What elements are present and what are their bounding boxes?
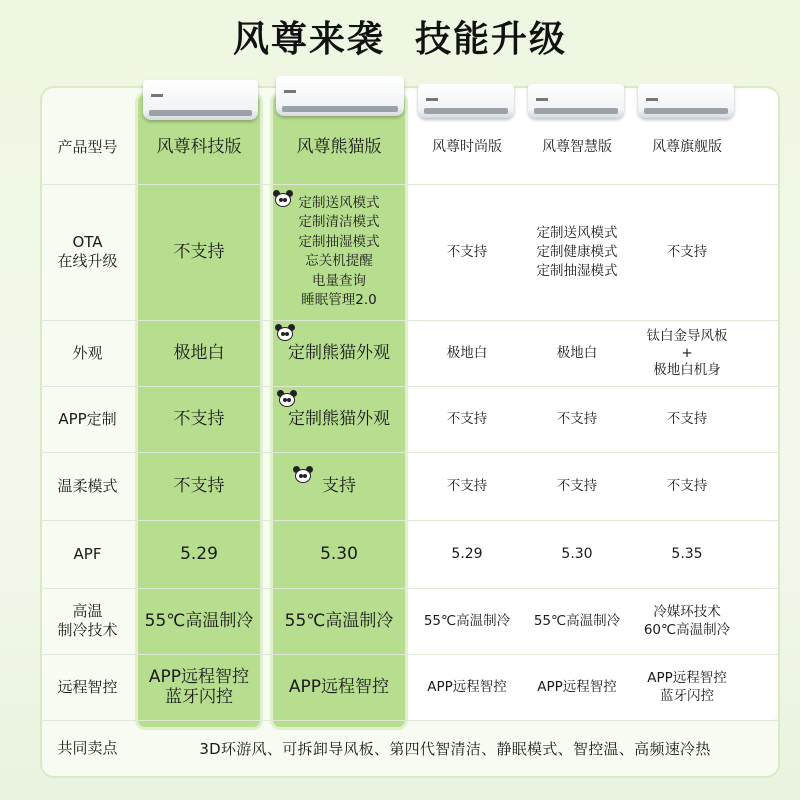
gentle-mode-smart: 不支持 [556,477,598,494]
high-temp-tech: 55℃高温制冷 [144,610,254,631]
product-name-panda: 风尊熊猫版 [296,136,382,157]
ota-panda [270,184,408,320]
row-label-ota [40,184,135,320]
ota-smart [522,184,632,320]
row-label-gentle-mode: 温柔模式 [57,476,118,495]
appearance-panda-text: 定制熊猫外观 [288,342,390,363]
remote-smart: APP远程智控 [537,678,617,695]
ota-panda-item: 定制清洁模式 [298,214,380,230]
ac-unit-image-flagship [638,84,734,118]
row-label-appearance: 外观 [72,343,103,362]
high-temp-flagship-line: 冷媒环技术 [653,604,721,620]
page-title [0,10,800,70]
apf-flagship: 5.35 [671,545,703,562]
row-appearance [0,320,740,386]
row-apf [0,520,740,588]
gentle-mode-panda-text: 支持 [322,475,356,496]
row-label-high-temp [40,588,135,654]
ota-panda-item: 电量查询 [312,272,366,289]
ac-unit-image-panda [276,76,404,116]
panda-icon [272,190,294,208]
ota-panda-item: 睡眠管理2.0 [301,292,377,308]
panda-icon [292,466,314,484]
app-custom-smart: 不支持 [556,410,598,427]
row-high-temp-cooling [0,588,740,654]
gentle-mode-panda [270,452,408,520]
apf-fashion: 5.29 [451,545,483,562]
product-name-flagship: 风尊旗舰版 [652,138,722,155]
high-temp-panda: 55℃高温制冷 [284,610,394,631]
high-temp-flagship-line: 60℃高温制冷 [643,622,731,638]
ota-flagship: 不支持 [666,243,708,260]
high-temp-fashion: 55℃高温制冷 [423,612,511,629]
appearance-flagship-line: + [681,344,693,361]
app-custom-fashion: 不支持 [446,410,488,427]
gentle-mode-tech: 不支持 [173,475,225,496]
ota-fashion: 不支持 [446,243,488,260]
remote-flagship [632,654,742,720]
gentle-mode-fashion: 不支持 [446,477,488,494]
row-label-high-temp-line1: 高温 [72,602,103,620]
appearance-panda [270,320,408,386]
app-custom-tech: 不支持 [173,408,225,429]
row-ota [0,184,740,320]
row-app-custom [0,386,740,452]
row-gentle-mode [0,452,740,520]
app-custom-panda [270,386,408,452]
app-custom-panda-text: 定制熊猫外观 [288,408,390,429]
row-label-app-custom: APP定制 [58,409,117,428]
ota-smart-item: 定制送风模式 [536,224,618,241]
ac-unit-image-smart [528,84,624,118]
apf-smart: 5.30 [561,545,593,562]
appearance-flagship-line: 钛白金导风板 [646,327,728,344]
ota-panda-item: 忘关机提醒 [305,253,373,269]
panda-icon [274,324,296,342]
row-label-ota-line2: 在线升级 [57,252,118,270]
appearance-flagship [632,320,742,386]
apf-panda: 5.30 [320,543,358,564]
remote-flagship-line: 蓝牙闪控 [660,688,714,704]
ota-tech: 不支持 [173,241,225,262]
panda-icon [276,390,298,408]
title-part-1: 风尊来袭 [232,19,385,60]
ota-panda-item: 定制抽湿模式 [298,233,380,250]
ota-panda-item: 定制送风模式 [299,194,380,214]
ac-unit-image-tech [143,80,258,120]
common-points-text: 3D环游风、可拆卸导风板、第四代智清洁、静眠模式、智控温、高频速冷热 [199,739,711,758]
appearance-smart: 极地白 [556,344,598,361]
high-temp-flagship [632,588,742,654]
appearance-tech: 极地白 [173,342,225,363]
row-common-points [0,720,740,776]
remote-tech-line: APP远程智控 [148,667,250,687]
row-label-model: 产品型号 [57,137,118,156]
remote-panda: APP远程智控 [288,676,390,697]
app-custom-flagship: 不支持 [666,410,708,427]
row-label-high-temp-line2: 制冷技术 [57,621,118,639]
product-name-fashion: 风尊时尚版 [432,138,502,155]
row-label-common: 共同卖点 [57,738,118,757]
gentle-mode-flagship: 不支持 [666,477,708,494]
row-remote-control [0,654,740,720]
product-name-tech: 风尊科技版 [156,136,242,157]
row-label-remote: 远程智控 [57,677,118,696]
product-name-smart: 风尊智慧版 [542,138,612,155]
remote-flagship-line: APP远程智控 [647,670,727,686]
ac-unit-image-fashion [418,84,514,118]
appearance-flagship-line: 极地白机身 [653,361,721,378]
remote-tech [135,654,263,720]
appearance-fashion: 极地白 [446,344,488,361]
remote-tech-line: 蓝牙闪控 [165,687,233,707]
ota-smart-item: 定制健康模式 [536,243,618,260]
remote-fashion: APP远程智控 [427,678,507,695]
row-label-ota-line1: OTA [72,233,103,251]
apf-tech: 5.29 [180,543,218,564]
ota-smart-item: 定制抽湿模式 [536,262,618,279]
high-temp-smart: 55℃高温制冷 [533,612,621,629]
row-label-apf: APF [73,544,102,563]
row-product-model [0,126,740,168]
title-part-2: 技能升级 [415,19,568,60]
